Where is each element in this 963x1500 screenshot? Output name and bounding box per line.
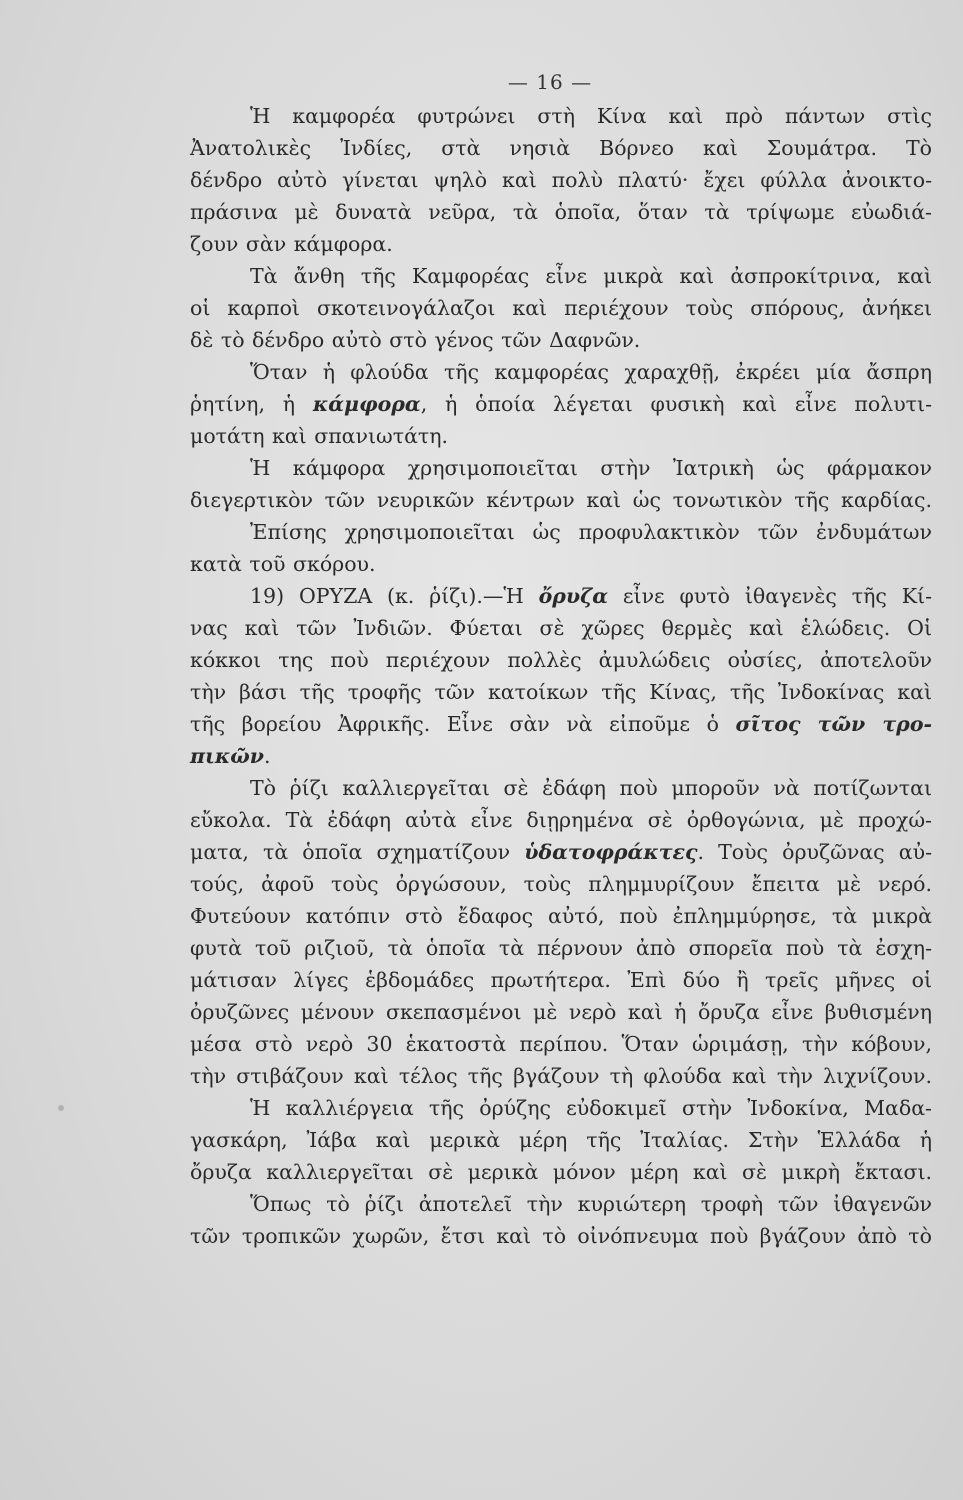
line-text: δὲ τὸ δένδρο αὐτὸ στὸ γένος τῶν Δαφνῶν. <box>190 328 641 352</box>
text-line <box>190 548 932 580</box>
text-line <box>190 1156 932 1188</box>
text-line <box>190 292 932 324</box>
line-text: Ἀνατολικὲς Ἰνδίες, στὰ νησιὰ Βόρνεο καὶ Σουμάτρα. Τὸ <box>190 136 932 160</box>
text-line <box>190 676 932 708</box>
page-number: — 16 — <box>507 70 593 94</box>
text-line <box>190 964 932 996</box>
line-text: Ἡ κάμφορα χρησιμοποιεῖται στὴν Ἰατρικὴ ὡς φάρμακον <box>250 456 932 480</box>
text-line <box>190 132 932 164</box>
line-text: , ἡ ὁποία λέγεται φυσικὴ καὶ εἶνε πολυτι- <box>420 392 932 416</box>
text-line <box>190 900 932 932</box>
text-line <box>190 772 932 804</box>
line-text: εἶνε φυτὸ ἰθαγενὲς τῆς Κί- <box>608 584 933 608</box>
text-line <box>190 996 932 1028</box>
line-text: Τὰ ἄνθη τῆς Καμφορέας εἶνε μικρὰ καὶ ἀσπροκίτρινα, καὶ <box>250 264 932 288</box>
text-line <box>190 836 932 868</box>
text-line <box>190 100 932 132</box>
line-text: 19) ΟΡΥΖΑ (κ. ῥίζι).—Ἡ <box>250 584 539 608</box>
text-line <box>190 580 932 612</box>
line-text: . <box>264 744 271 768</box>
ink-spot <box>58 1105 64 1111</box>
line-text: μέσα στὸ νερὸ 30 ἑκατοστὰ περίπου. Ὅταν ὡριμάσῃ, τὴν κόβουν, <box>190 1032 932 1056</box>
emphasized-term: σῖτος τῶν τρο- <box>735 712 932 736</box>
body-text <box>190 100 932 1252</box>
line-text: διεγερτικὸν τῶν νευρικῶν κέντρων καὶ ὡς τονωτικὸν τῆς καρδίας. <box>190 488 932 512</box>
line-text: πράσινα μὲ δυνατὰ νεῦρα, τὰ ὁποῖα, ὅταν τὰ τρίψωμε εὐωδιά- <box>190 200 932 224</box>
emphasized-term: πικῶν <box>190 744 265 768</box>
line-text: εὔκολα. Τὰ ἐδάφη αὐτὰ εἶνε διῃρημένα σὲ ὀρθογώνια, μὲ προχώ- <box>190 808 932 832</box>
text-line <box>190 260 932 292</box>
text-line <box>190 196 932 228</box>
line-text: φυτὰ τοῦ ριζιοῦ, τὰ ὁποῖα τὰ πέρνουν ἀπὸ σπορεῖα ποὺ τὰ ἐσχη- <box>190 936 932 960</box>
line-text: Τὸ ῥίζι καλλιεργεῖται σὲ ἐδάφη ποὺ μποροῦν νὰ ποτίζωνται <box>250 776 932 800</box>
text-line <box>190 324 932 356</box>
line-text: μάτισαν λίγες ἑβδομάδες πρωτήτερα. Ἐπὶ δύο ἢ τρεῖς μῆνες οἱ <box>190 968 932 992</box>
line-text: Ἐπίσης χρησιμοποιεῖται ὡς προφυλακτικὸν τῶν ἐνδυμάτων <box>250 520 932 544</box>
line-text: δένδρο αὐτὸ γίνεται ψηλὸ καὶ πολὺ πλατύ· ἔχει φύλλα ἀνοικτο- <box>190 168 932 192</box>
line-text: νας καὶ τῶν Ἰνδιῶν. Φύεται σὲ χῶρες θερμὲς καὶ ἑλώδεις. Οἱ <box>190 616 932 640</box>
text-line <box>190 740 932 772</box>
line-text: μοτάτη καὶ σπανιωτάτη. <box>190 424 449 448</box>
line-text: Φυτεύουν κατόπιν στὸ ἔδαφος αὐτό, ποὺ ἐπλημμύρησε, τὰ μικρὰ <box>190 904 932 928</box>
text-line <box>190 484 932 516</box>
line-text: . Τοὺς ὀρυζῶνας αὐ- <box>697 840 932 864</box>
text-line <box>190 164 932 196</box>
emphasized-term: ὑδατοφράκτες <box>524 840 698 864</box>
line-text: Ἡ καλλιέργεια τῆς ὀρύζης εὐδοκιμεῖ στὴν Ἰνδοκίνα, Μαδα- <box>250 1096 932 1120</box>
text-line <box>190 356 932 388</box>
line-text: τῆς βορείου Ἀφρικῆς. Εἶνε σὰν νὰ εἰποῦμε ὁ <box>190 712 736 736</box>
text-line <box>190 1028 932 1060</box>
line-text: τούς, ἀφοῦ τοὺς ὀργώσουν, τοὺς πλημμυρίζουν ἔπειτα μὲ νερό. <box>190 872 932 896</box>
text-line <box>190 1124 932 1156</box>
line-text: γασκάρη, Ἰάβα καὶ μερικὰ μέρη τῆς Ἰταλίας. Στὴν Ἑλλάδα ἡ <box>190 1128 932 1152</box>
text-line <box>190 644 932 676</box>
text-line <box>190 388 932 420</box>
line-text: ζουν σὰν κάμφορα. <box>190 232 393 256</box>
text-line <box>190 868 932 900</box>
text-line <box>190 1220 932 1252</box>
emphasized-term: ὄρυζα <box>538 584 609 608</box>
line-text: τὴν στιβάζουν καὶ τέλος τῆς βγάζουν τὴ φλούδα καὶ τὴν λιχνίζουν. <box>190 1064 932 1088</box>
text-line <box>190 1092 932 1124</box>
text-line <box>190 516 932 548</box>
text-line <box>190 708 932 740</box>
text-line <box>190 932 932 964</box>
line-text: οἱ καρποὶ σκοτεινογάλαζοι καὶ περιέχουν τοὺς σπόρους, ἀνήκει <box>190 296 932 320</box>
line-text: ὀρυζῶνες μένουν σκεπασμένοι μὲ νερὸ καὶ ἡ ὄρυζα εἶνε βυθισμένη <box>190 1000 932 1024</box>
emphasized-term: κάμφορα <box>312 392 421 416</box>
text-line <box>190 1188 932 1220</box>
text-line <box>190 228 932 260</box>
line-text: ῥητίνη, ἡ <box>190 392 313 416</box>
line-text: τῶν τροπικῶν χωρῶν, ἔτσι καὶ τὸ οἰνόπνευμα ποὺ βγάζουν ἀπὸ τὸ <box>190 1224 932 1248</box>
text-line <box>190 420 932 452</box>
line-text: ὄρυζα καλλιεργεῖται σὲ μερικὰ μόνον μέρη καὶ σὲ μικρὴ ἔκτασι. <box>190 1160 932 1184</box>
line-text: κόκκοι της ποὺ περιέχουν πολλὲς ἀμυλώδεις οὐσίες, ἀποτελοῦν <box>190 648 932 672</box>
line-text: Ὅταν ἡ φλούδα τῆς καμφορέας χαραχθῇ, ἐκρέει μία ἄσπρη <box>250 360 932 384</box>
text-line <box>190 612 932 644</box>
text-line <box>190 452 932 484</box>
line-text: ματα, τὰ ὁποῖα σχηματίζουν <box>190 840 525 864</box>
line-text: κατὰ τοῦ σκόρου. <box>190 552 376 576</box>
line-text: Ὅπως τὸ ῥίζι ἀποτελεῖ τὴν κυριώτερη τροφὴ τῶν ἰθαγενῶν <box>250 1192 932 1216</box>
line-text: Ἡ καμφορέα φυτρώνει στὴ Κίνα καὶ πρὸ πάντων στὶς <box>250 104 932 128</box>
text-line <box>190 1060 932 1092</box>
line-text: τὴν βάσι τῆς τροφῆς τῶν κατοίκων τῆς Κίνας, τῆς Ἰνδοκίνας καὶ <box>190 680 932 704</box>
text-line <box>190 804 932 836</box>
